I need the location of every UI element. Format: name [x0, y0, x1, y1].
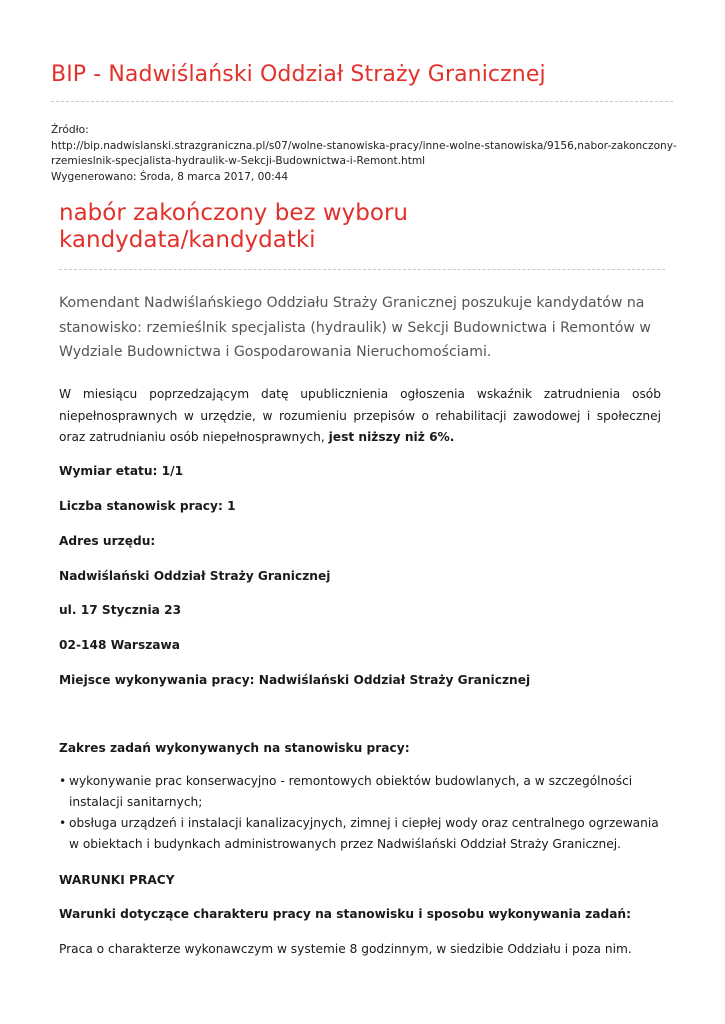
disability-text: W miesiącu poprzedzającym datę upublicznienia ogłoszenia wskaźnik zatrudnienia osób niepełnosprawnych w urzędzie, w rozumieniu przepisów o rehabilitacji zawodowej i społecznej oraz zatrudnianiu osób niepełnosprawnych, [59, 387, 661, 444]
zakres-heading: Zakres zadań wykonywanych na stanowisku pracy: [59, 741, 410, 755]
list-item [59, 813, 661, 855]
task-text: wykonywanie prac konserwacyjno - remontowych obiektów budowlanych, a w szczególności instalacji sanitarnych; [69, 774, 633, 809]
document-title: nabór zakończony bez wyboru kandydata/kandydatki [59, 200, 408, 253]
disability-paragraph [59, 384, 661, 449]
source-meta [51, 123, 681, 185]
title-divider [59, 269, 665, 270]
task-text: obsługa urządzeń i instalacji kanalizacyjnych, zimnej i ciepłej wody oraz centralnego ogrzewania w obiektach i budynkach administrowanych przez Nadwiślański Oddział Straży Granicznej. [69, 816, 659, 851]
adres-label: Adres urzędu: [59, 534, 156, 548]
header-divider [51, 101, 673, 102]
source-url[interactable] [51, 139, 681, 170]
adres-street: ul. 17 Stycznia 23 [59, 603, 182, 617]
warunki-heading: WARUNKI PRACY [59, 873, 175, 887]
source-url-line1[interactable]: http://bip.nadwislanski.strazgraniczna.pl/s07/wolne-stanowiska-pracy/inne-wolne-stanowiska/9156,nabor-zakonczony- [51, 139, 677, 152]
document-content [59, 384, 661, 956]
bullet-icon: • [59, 816, 67, 830]
bullet-icon: • [59, 774, 67, 788]
list-item [59, 771, 661, 813]
praca-text: Praca o charakterze wykonawczym w systemie 8 godzinnym, w siedzibie Oddziału i poza nim. [59, 942, 632, 956]
liczba-stanowisk: Liczba stanowisk pracy: 1 [59, 499, 236, 513]
generated-date: Wygenerowano: Środa, 8 marca 2017, 00:44 [51, 170, 289, 183]
task-list [59, 771, 661, 855]
lead-paragraph: Komendant Nadwiślańskiego Oddziału Straży Granicznej poszukuje kandydatów na stanowisko: rzemieślnik specjalista (hydraulik) w Sekcji Budownictwa i Remontów w Wydziale Budownictwa i Gospodarowania Nieruchomościami. [59, 295, 651, 360]
adres-city: 02-148 Warszawa [59, 638, 180, 652]
warunki-subheading: Warunki dotyczące charakteru pracy na stanowisku i sposobu wykonywania zadań: [59, 907, 631, 921]
miejsce-pracy: Miejsce wykonywania pracy: Nadwiślański Oddział Straży Granicznej [59, 673, 531, 687]
adres-name: Nadwiślański Oddział Straży Granicznej [59, 569, 331, 583]
wymiar-etatu: Wymiar etatu: 1/1 [59, 464, 184, 478]
site-title: BIP - Nadwiślański Oddział Straży Granicznej [51, 62, 546, 87]
disability-bold: jest niższy niż 6%. [328, 430, 455, 444]
source-label: Źródło: [51, 124, 89, 136]
source-url-line2[interactable]: rzemieslnik-specjalista-hydraulik-w-Sekcji-Budownictwa-i-Remont.html [51, 155, 426, 167]
